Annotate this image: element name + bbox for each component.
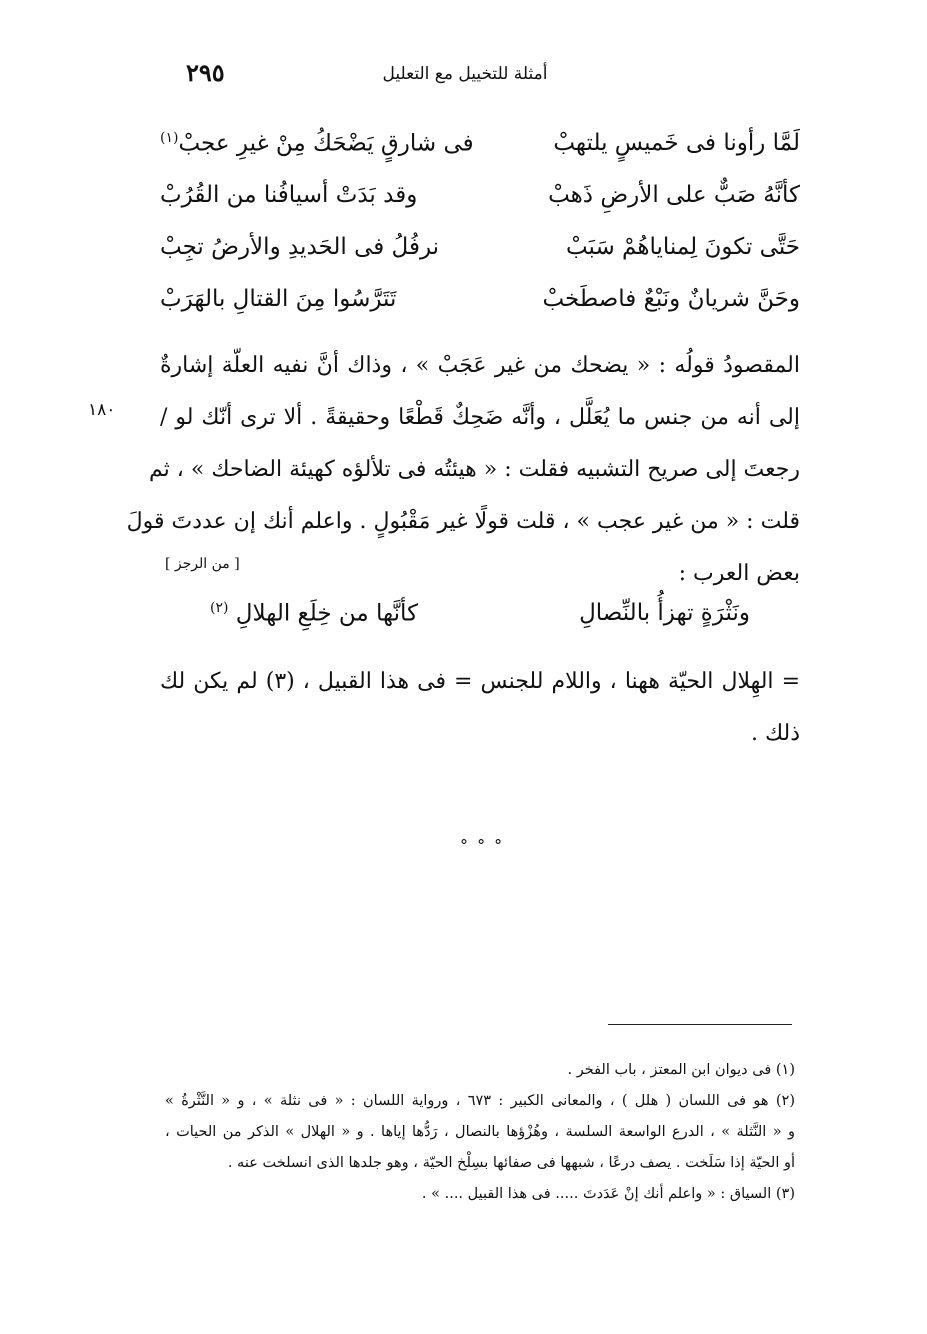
poem-verse: [160, 130, 800, 170]
running-title: أمثلة للتخييل مع التعليل: [382, 64, 548, 84]
footnote: (٢) هو فى اللسان ( هلل ) ، والمعانى الكبير : ٦٧٣ ، ورواية اللسان : « فى نثلة » ، و « النَّثْرةُ »: [165, 1093, 795, 1109]
body-paragraph: [126, 340, 800, 600]
verse-second-hemistich: نرفُلُ فى الحَديدِ والأرضُ تجِبْ: [160, 234, 440, 260]
page-number: ٢٩٥: [186, 58, 225, 87]
footnote-continuation: و « النَّثلة » ، الدرع الواسعة السلسة ، وهُزْؤها بالنصال ، رَدُّها إياها . و « الهلال » الذكر من الحيات ،: [165, 1124, 795, 1140]
verse-first-hemistich: ونَثْرَةٍ تهزأُ بالنِّصالِ: [579, 600, 750, 626]
footnote-marker: (٢): [210, 600, 229, 616]
poem-verse: [160, 182, 800, 222]
text-line: ذلك .: [750, 721, 800, 746]
margin-line-reference: ١٨٠: [88, 400, 116, 420]
verse-second-hemistich: وقد بَدَتْ أسيافُنا من القُرُبْ: [160, 182, 418, 208]
verse-first-hemistich: كأنَّهُ صَبٌّ على الأرضِ ذَهبْ: [548, 182, 800, 208]
verse-second-hemistich: كأنَّها من خِلَعِ الهلالِ $^{(٢)}$: [210, 600, 419, 627]
verse-first-hemistich: وحَنَّ شريانٌ ونَبْعٌ فاصطَخبْ: [542, 286, 800, 312]
section-ornament: ° ° °: [460, 836, 505, 855]
footnotes: [165, 1055, 795, 1210]
verse-second-hemistich: تَتَرَّسُوا مِنَ القتالِ بالهَرَبْ: [160, 286, 397, 312]
text-line: المقصودُ قولُه : « يضحك من غير عَجَبْ » ، وذاك أنَّ نفيه العلّة إشارةٌ: [160, 353, 800, 378]
verse-first-hemistich: لَمَّا رأونا فى خَميسٍ يلتهبْ: [553, 130, 800, 156]
footnote: (٣) السياق : « واعلم أنك إنْ عَدَدتَ ..... فى هذا القبيل .... » .: [421, 1186, 795, 1202]
verse-first-hemistich: حَتَّى تكونَ لِمناياهُمْ سَبَبْ: [565, 234, 800, 260]
footnote-marker: (١): [160, 130, 179, 146]
text-line: قلت : « من غير عجب » ، قلت قولًا غير مَقْبُولٍ . واعلم أنك إن عددتَ قولَ: [126, 509, 800, 534]
footnote-continuation: أو الحيّة إذا سَلَخت . يصف درعًا ، شبهها فى صفائها بسِلْخ الحيّة ، وهو جلدها الذى انسلخت عنه .: [227, 1155, 795, 1171]
text-line: رجعتَ إلى صريح التشبيه فقلت : « هيئتُه فى تلألؤه كهيئة الضاحك » ، ثم: [149, 457, 800, 482]
text-line: بعض العرب :: [678, 561, 800, 586]
poem-verse: [160, 234, 800, 274]
meter-label: [ من الرجز ]: [165, 556, 240, 572]
poem-verse: [160, 286, 800, 326]
footnote: (١) فى ديوان ابن المعتز ، باب الفخر .: [567, 1062, 795, 1078]
footnote-rule: [608, 1024, 792, 1025]
text-line: = الهِلال الحيّة ههنا ، واللام للجنس = فى هذا القبيل ، (٣) لم يكن لك: [160, 669, 800, 694]
body-paragraph: [160, 656, 800, 760]
poem-verse: [210, 600, 750, 640]
text-line: إلى أنه من جنس ما يُعَلَّل ، وأنَّه ضَحِكٌ قَطْعًا وحقيقةً . ألا ترى أنّك لو /: [160, 405, 800, 430]
verse-second-hemistich: فى شارقٍ يَضْحَكُ مِنْ غيرِ عجبْ$^{(١)}$: [160, 130, 474, 157]
